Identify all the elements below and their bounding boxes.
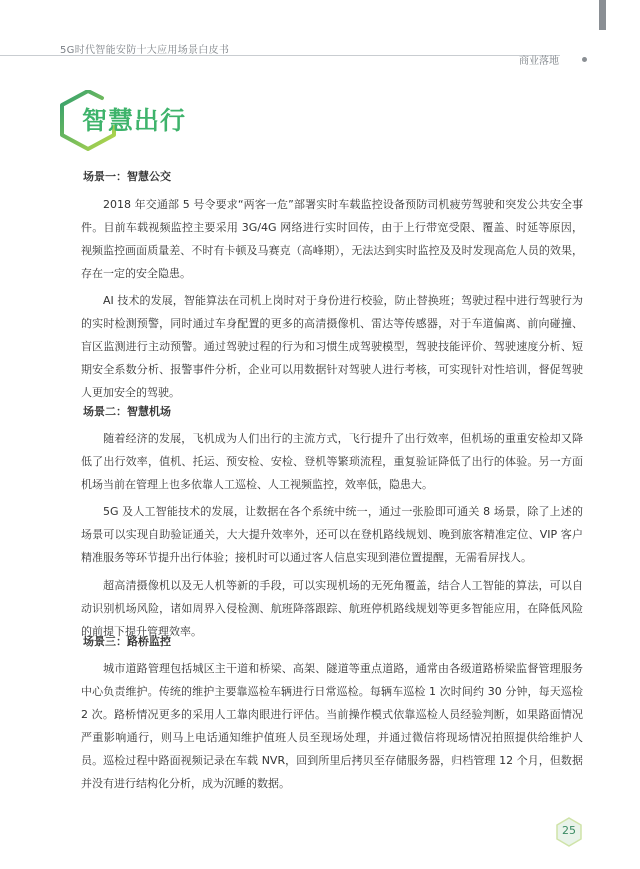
scene-heading: 场景一：智慧公交 [83,170,171,183]
paragraph: 超高清摄像机以及无人机等新的手段，可以实现机场的无死角覆盖，结合人工智能的算法，可以自动识别机场风险，诸如周界入侵检测、航班降落跟踪、航班停机路线规划等更多智能应用，在降低风险的前提下提升管理效率。 [81,579,583,638]
header-section-label: 商业落地 [519,56,559,67]
paragraph: 城市道路管理包括城区主干道和桥梁、高架、隧道等重点道路，通常由各级道路桥梁监督管理服务中心负责维护。传统的维护主要靠巡检车辆进行日常巡检。每辆车巡检 1 次时间约 30 分钟，每天巡检 2 次。路桥情况更多的采用人工靠肉眼进行评估。当前操作模式依靠巡检人员经验判断，如果路面情况严重影响通行，则马上电话通知维护值班人员至现场处理，并通过微信将现场情况拍照提供给维护人员。巡检过程中路面视频记录在车载 NVR，回到所里后拷贝至存储服务器，归档管理 12 个月，但数据并没有进行结构化分析，成为沉睡的数据。 [81,662,583,790]
paragraph: 2018 年交通部 5 号令要求“两客一危”部署实时车载监控设备预防司机疲劳驾驶和突发公共安全事件。目前车载视频监控主要采用 3G/4G 网络进行实时回传，由于上行带宽受限、覆盖、时延等原因，视频监控画面质量差、不时有卡顿及马赛克（高峰期），无法达到实时监控及及时发现高危人员的效果，存在一定的安全隐患。 [81,198,583,280]
header-dot-marker [582,57,587,62]
paragraph: 随着经济的发展，飞机成为人们出行的主流方式，飞行提升了出行效率，但机场的重重安检却又降低了出行效率，值机、托运、预安检、安检、登机等繁琐流程，重复验证降低了出行的体验。另一方面机场当前在管理上也多依靠人工巡检、人工视频监控，效率低，隐患大。 [81,432,583,491]
top-edge-tab [599,0,606,30]
scene-heading: 场景二：智慧机场 [83,405,171,418]
page-number: 25 [562,824,576,837]
scene-heading: 场景三：路桥监控 [83,635,171,648]
paragraph: AI 技术的发展，智能算法在司机上岗时对于身份进行校验，防止替换班；驾驶过程中进行驾驶行为的实时检测预警，同时通过车身配置的更多的高清摄像机、雷达等传感器，对于车道偏离、前向碰撞、盲区监测进行主动预警。通过驾驶过程的行为和习惯生成驾驶模型，驾驶技能评价、驾驶速度分析、短期安全系数分析、报警事件分析，企业可以用数据针对驾驶人进行考核，可实现针对性培训，督促驾驶人更加安全的驾驶。 [81,294,583,399]
section-title: 智慧出行 [82,106,187,135]
document-title: 5G时代智能安防十大应用场景白皮书 [60,45,230,56]
header-divider [0,55,560,56]
paragraph: 5G 及人工智能技术的发展，让数据在各个系统中统一，通过一张脸即可通关 8 场景，除了上述的场景可以实现自助验证通关，大大提升效率外，还可以在登机路线规划、晚到旅客精准定位、VIP 客户精准服务等环节提升出行体验；接机时可以通过客人信息实现到港位置提醒，无需看屏找人。 [81,505,583,564]
